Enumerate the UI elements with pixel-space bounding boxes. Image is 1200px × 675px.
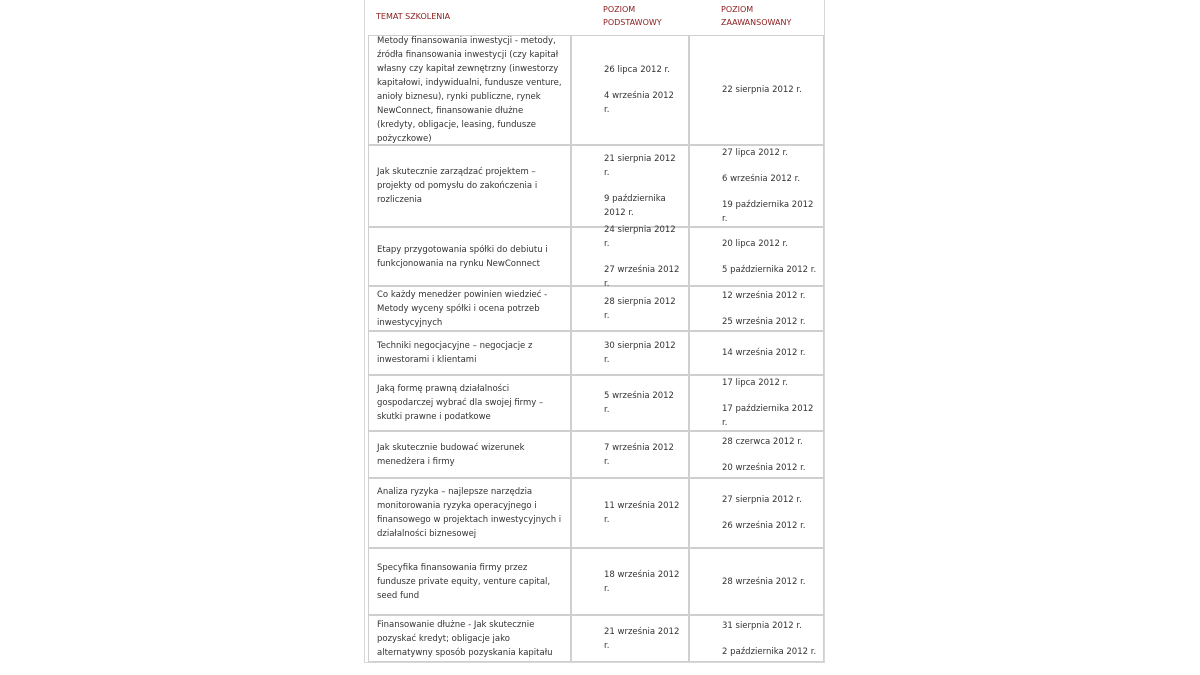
basic-dates-cell xyxy=(571,478,689,548)
advanced-dates-cell-text: 28 września 2012 r. xyxy=(722,576,806,587)
advanced-dates-cell xyxy=(689,548,824,615)
advanced-dates-cell-text: 28 czerwca 2012 r. xyxy=(722,436,803,447)
topic-cell-text: Metody finansowania inwestycji - metody, źródła finansowania inwestycji (czy kapitał własny czy kapitał zewnętrzny (inwestorzy kapitałowi, indywidualni, fundusze venture, anioły biznesu), rynki publiczne, rynek NewConnect, finansowanie dłużne (kredyty, obligacje, leasing, fundusze pożyczkowe) xyxy=(377,36,562,144)
advanced-dates-cell-text: 25 września 2012 r. xyxy=(722,316,806,327)
topic-cell-text: Techniki negocjacyjne – negocjacje z inwestorami i klientami xyxy=(377,341,533,365)
basic-dates-cell-text: 26 lipca 2012 r. xyxy=(604,65,670,75)
advanced-dates-cell-text: 17 lipca 2012 r. xyxy=(722,378,788,388)
basic-dates-cell-text: 30 sierpnia 2012 r. xyxy=(604,341,676,365)
basic-dates-cell-text: 18 września 2012 r. xyxy=(604,569,680,594)
header-topic: TEMAT SZKOLENIA xyxy=(376,12,451,21)
topic-cell-text: Jaką formę prawną działalności gospodarczej wybrać dla swojej firmy – skutki prawne i podatkowe xyxy=(377,384,544,422)
header-basic: POZIOM PODSTAWOWY xyxy=(603,5,662,27)
topic-cell xyxy=(368,431,571,478)
advanced-dates-cell-text: 14 września 2012 r. xyxy=(722,348,806,358)
topic-cell-text: Specyfika finansowania firmy przez fundusze private equity, venture capital, seed fund xyxy=(377,562,551,601)
basic-dates-cell-text: 5 września 2012 r. xyxy=(604,391,674,415)
advanced-dates-cell xyxy=(689,145,824,227)
advanced-dates-cell-text: 5 października 2012 r. xyxy=(722,264,817,275)
topic-cell-text: Co każdy menedżer powinien wiedzieć - Metody wyceny spółki i ocena potrzeb inwestycyjnych xyxy=(377,289,548,328)
advanced-dates-cell-text: 20 września 2012 r. xyxy=(722,462,806,473)
basic-dates-cell-text: 7 września 2012 r. xyxy=(604,442,674,467)
basic-dates-cell-text: 27 września 2012 r. xyxy=(604,264,680,289)
topic-cell xyxy=(368,227,571,286)
advanced-dates-cell-text: 2 października 2012 r. xyxy=(722,646,817,657)
advanced-dates-cell xyxy=(689,35,824,145)
topic-cell xyxy=(368,375,571,431)
topic-cell xyxy=(368,615,571,662)
basic-dates-cell-text: 21 września 2012 r. xyxy=(604,626,680,651)
basic-dates-cell-text: 24 sierpnia 2012 r. xyxy=(604,224,676,249)
topic-cell xyxy=(368,548,571,615)
basic-dates-cell-text: 9 października 2012 r. xyxy=(604,194,666,218)
basic-dates-cell xyxy=(571,35,689,145)
basic-dates-cell xyxy=(571,548,689,615)
topic-cell xyxy=(368,35,571,145)
advanced-dates-cell-text: 12 września 2012 r. xyxy=(722,290,806,301)
basic-dates-cell xyxy=(571,615,689,662)
advanced-dates-cell xyxy=(689,331,824,375)
topic-cell-text: Etapy przygotowania spółki do debiutu i funkcjonowania na rynku NewConnect xyxy=(377,244,548,269)
advanced-dates-cell xyxy=(689,375,824,431)
advanced-dates-cell xyxy=(689,478,824,548)
topic-cell-text: Analiza ryzyka – najlepsze narzędzia monitorowania ryzyka operacyjnego i finansowego w projektach inwestycyjnych i działalności biznesowej xyxy=(377,487,562,539)
basic-dates-cell xyxy=(571,431,689,478)
basic-dates-cell-text: 21 sierpnia 2012 r. xyxy=(604,154,676,178)
basic-dates-cell-text: 28 sierpnia 2012 r. xyxy=(604,296,676,321)
topic-cell-text: Finansowanie dłużne - Jak skutecznie pozyskać kredyt; obligacje jako alternatywny sposób pozyskania kapitału xyxy=(377,619,553,658)
topic-cell xyxy=(368,286,571,331)
basic-dates-cell-text: 4 września 2012 r. xyxy=(604,91,674,115)
basic-dates-cell xyxy=(571,375,689,431)
header-advanced: POZIOM ZAAWANSOWANY xyxy=(721,5,792,27)
advanced-dates-cell-text: 17 października 2012 r. xyxy=(722,404,814,428)
basic-dates-cell xyxy=(571,224,689,289)
advanced-dates-cell-text: 31 sierpnia 2012 r. xyxy=(722,620,802,631)
basic-dates-cell-text: 11 września 2012 r. xyxy=(604,501,680,525)
advanced-dates-cell-text: 20 lipca 2012 r. xyxy=(722,238,788,249)
topic-cell-text: Jak skutecznie zarządzać projektem – projekty od pomysłu do zakończenia i rozliczenia xyxy=(377,167,538,205)
basic-dates-cell xyxy=(571,145,689,227)
advanced-dates-cell-text: 22 sierpnia 2012 r. xyxy=(722,85,802,95)
topic-cell xyxy=(368,145,571,227)
advanced-dates-cell-text: 27 lipca 2012 r. xyxy=(722,148,788,158)
basic-dates-cell xyxy=(571,331,689,375)
advanced-dates-cell xyxy=(689,431,824,478)
advanced-dates-cell xyxy=(689,286,824,331)
advanced-dates-cell xyxy=(689,227,824,286)
advanced-dates-cell-text: 6 września 2012 r. xyxy=(722,174,801,184)
advanced-dates-cell-text: 27 sierpnia 2012 r. xyxy=(722,495,802,505)
topic-cell xyxy=(368,331,571,375)
topic-cell xyxy=(368,478,571,548)
advanced-dates-cell-text: 26 września 2012 r. xyxy=(722,521,806,531)
advanced-dates-cell-text: 19 października 2012 r. xyxy=(722,200,814,224)
advanced-dates-cell xyxy=(689,615,824,662)
topic-cell-text: Jak skutecznie budować wizerunek menedżera i firmy xyxy=(377,442,525,467)
basic-dates-cell xyxy=(571,286,689,331)
